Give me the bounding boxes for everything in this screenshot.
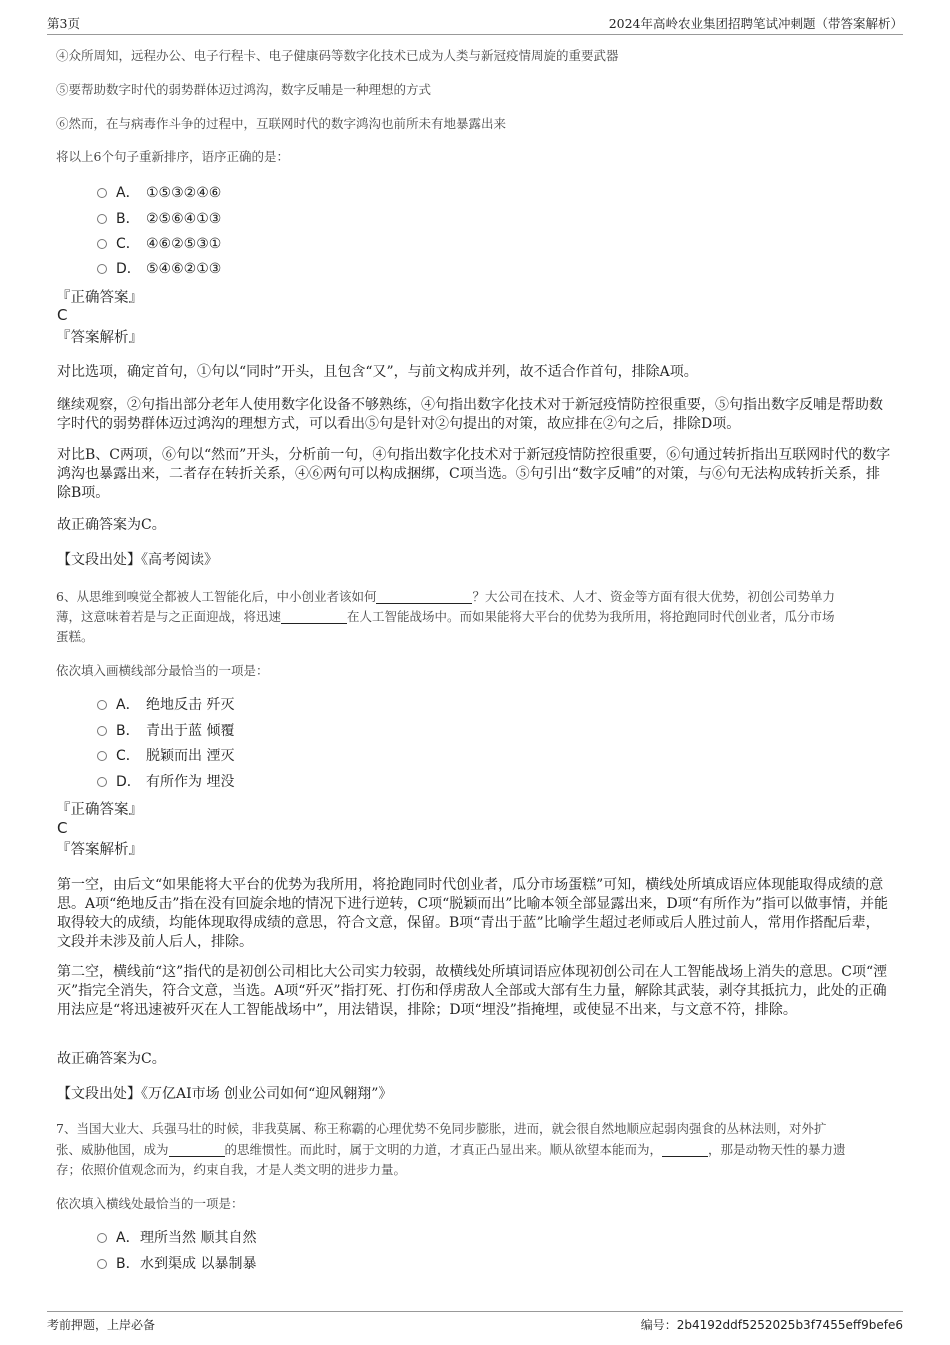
- document-title: 2024年高岭农业集团招聘笔试冲刺题（带答案解析）: [608, 16, 903, 31]
- q7-option-b[interactable]: B．水到渠成 以暴制暴: [97, 1253, 256, 1275]
- q6-stem-line-1: 6、从思维到嗅觉全都被人工智能化后，中小创业者该如何 ？大公司在技术、人才、资金等方面有很大优势，初创公司势单力: [56, 589, 835, 604]
- q5-option-b[interactable]: B． ②⑤⑥④①③: [97, 208, 221, 230]
- q7-stem-line-3: 存；依照价值观念而为，约束自我，才是人类文明的进步力量。: [56, 1162, 407, 1177]
- q7-blank-1: [169, 1142, 225, 1157]
- q6-analysis-1: 第一空，由后文“如果能将大平台的优势为我所用，将抢跑同时代创业者，瓜分市场蛋糕”可知，横线处所填成语应体现能取得成绩的意思。A项“绝地反击”指在没有回旋余地的情况下进行逆转，C项“脱颖而出”比喻本领全部显露出来，D项“有所作为”指可以做事情，并能取得较大的成绩，均能体现取得成绩的意思，符合文意，保留。B项“青出于蓝”比喻学生超过老师或后人胜过前人，常用作搭配后辈，文段并未涉及前人后人，排除。: [57, 877, 888, 950]
- page-footer: [47, 1311, 903, 1332]
- q6-blank-2: [281, 609, 347, 624]
- q6-prompt: 依次填入画横线部分最恰当的一项是：: [56, 663, 269, 678]
- q5-analysis-label: 『答案解析』: [56, 330, 143, 346]
- q6-answer-label: 『正确答案』: [56, 802, 143, 818]
- q6-answer: C: [57, 819, 68, 837]
- radio-icon[interactable]: [97, 1259, 107, 1269]
- q5-analysis-4: 故正确答案为C。: [57, 517, 166, 533]
- q5-analysis-3: 对比B、C两项，⑥句以“然而”开头，分析前一句，④句指出数字化技术对于新冠疫情防控很重要，⑥句通过转折指出互联网时代的数字鸿沟也暴露出来，二者存在转折关系，④⑥两句可以构成捆绑，C项当选。⑤句引出“数字反哺”的对策，与⑥句无法构成转折关系，排除B项。: [57, 447, 891, 501]
- radio-icon[interactable]: [97, 751, 107, 761]
- q5-answer: C: [57, 306, 68, 324]
- q6-analysis-label: 『答案解析』: [56, 842, 143, 858]
- q5-sentence-5: ⑤要帮助数字时代的弱势群体迈过鸿沟，数字反哺是一种理想的方式: [56, 82, 432, 97]
- q6-blank-1: [376, 589, 472, 604]
- q6-option-c[interactable]: C． 脱颖而出 湮灭: [97, 745, 234, 767]
- radio-icon[interactable]: [97, 777, 107, 787]
- radio-icon[interactable]: [97, 700, 107, 710]
- radio-icon[interactable]: [97, 1233, 107, 1243]
- q7-blank-2: [662, 1142, 708, 1157]
- footer-slogan: 考前押题，上岸必备: [47, 1318, 156, 1332]
- radio-icon[interactable]: [97, 214, 107, 224]
- q6-option-a[interactable]: A． 绝地反击 歼灭: [97, 694, 234, 716]
- radio-icon[interactable]: [97, 239, 107, 249]
- q5-option-c[interactable]: C． ④⑥②⑤③①: [97, 233, 221, 255]
- page-number: 第3页: [47, 16, 80, 31]
- q5-option-a[interactable]: A． ①⑤③②④⑥: [97, 182, 221, 204]
- page-header: [47, 14, 903, 35]
- q6-stem-line-3: 蛋糕。: [56, 629, 94, 644]
- q6-option-d[interactable]: D． 有所作为 埋没: [97, 771, 234, 793]
- q5-sentence-6: ⑥然而，在与病毒作斗争的过程中，互联网时代的数字鸿沟也前所未有地暴露出来: [56, 116, 507, 131]
- q6-option-b[interactable]: B． 青出于蓝 倾覆: [97, 720, 234, 742]
- q5-analysis-1: 对比选项，确定首句，①句以“同时”开头，且包含“又”，与前文构成并列，故不适合作首句，排除A项。: [57, 364, 698, 380]
- q6-analysis-2: 第二空，横线前“这”指代的是初创公司相比大公司实力较弱，故横线处所填词语应体现初创公司在人工智能战场上消失的意思。C项“湮灭”指完全消失，符合文意，当选。A项“歼灭”指打死、打伤和俘虏敌人全部或大部有生力量，解除其武装，剥夺其抵抗力，此处的正确用法应是“将迅速被歼灭在人工智能战场中”，用法错误，排除；D项“埋没”指掩埋，或使显不出来，与文意不符，排除。: [57, 964, 888, 1018]
- radio-icon[interactable]: [97, 264, 107, 274]
- document-code: 编号：2b4192ddf5252025b3f7455eff9befe6: [640, 1318, 903, 1332]
- q6-source: 【文段出处】《万亿AI市场 创业公司如何“迎风翱翔”》: [57, 1086, 393, 1102]
- q7-stem-line-2: 张、威胁他国，成为 的思维惯性。而此时，属于文明的力道，才真正凸显出来。顺从欲望本能而为， ，那是动物天性的暴力遗: [56, 1142, 846, 1157]
- q5-analysis-2: 继续观察，②句指出部分老年人使用数字化设备不够熟练，④句指出数字化技术对于新冠疫情防控很重要，⑤句指出数字反哺是帮助数字时代的弱势群体迈过鸿沟的理想方式，可以看出⑤句是针对②句提出的对策，故应排在②句之后，排除D项。: [57, 397, 883, 432]
- q5-source: 【文段出处】《高考阅读》: [57, 552, 218, 568]
- q7-option-a[interactable]: A．理所当然 顺其自然: [97, 1227, 256, 1249]
- radio-icon[interactable]: [97, 726, 107, 736]
- radio-icon[interactable]: [97, 188, 107, 198]
- q5-sentence-4: ④众所周知，远程办公、电子行程卡、电子健康码等数字化技术已成为人类与新冠疫情周旋的重要武器: [56, 48, 619, 63]
- q5-answer-label: 『正确答案』: [56, 290, 143, 306]
- q6-stem-line-2: 薄，这意味着若是与之正面迎战，将迅速 在人工智能战场中。而如果能将大平台的优势为我所用，将抢跑同时代创业者，瓜分市场: [56, 609, 835, 624]
- q7-prompt: 依次填入横线处最恰当的一项是：: [56, 1196, 244, 1211]
- q6-analysis-3: 故正确答案为C。: [57, 1051, 166, 1067]
- q5-prompt: 将以上6个句子重新排序，语序正确的是：: [56, 149, 289, 164]
- q7-stem-line-1: 7、当国大业大、兵强马壮的时候，非我莫属、称王称霸的心理优势不免同步膨胀，进而，就会很自然地顺应起弱肉强食的丛林法则，对外扩: [56, 1121, 827, 1136]
- q5-option-d[interactable]: D． ⑤④⑥②①③: [97, 258, 221, 280]
